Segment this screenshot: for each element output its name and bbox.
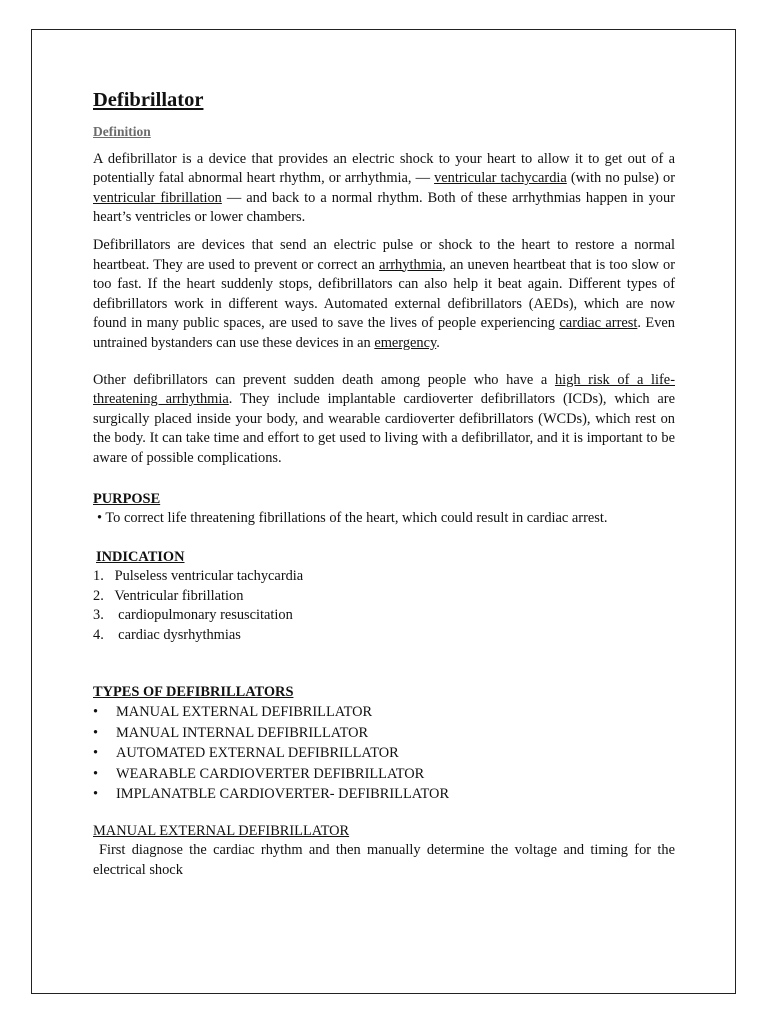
types-list-item <box>93 743 675 764</box>
para2-text-1: Defibrillators are devices that send an electric pulse or shock to the heart to restore a normal heartbeat. They are used to prevent or correct an <box>93 236 675 273</box>
types-list-item <box>93 702 675 723</box>
definition-paragraph-1 <box>93 150 675 228</box>
indication-list <box>93 567 675 645</box>
indication-item: 1. Pulseless ventricular tachycardia <box>93 568 304 585</box>
manual-external-text <box>93 841 675 880</box>
manual-external-description: First diagnose the cardiac rhythm and then manually determine the voltage and timing for the electrical shock <box>93 842 675 878</box>
types-item-label: MANUAL INTERNAL DEFIBRILLATOR <box>116 724 369 741</box>
types-list-item <box>93 764 675 785</box>
indication-item: 2. Ventricular fibrillation <box>93 587 244 604</box>
link-ventricular-fibrillation[interactable]: ventricular fibrillation <box>93 189 222 206</box>
bullet-icon: • <box>93 765 99 782</box>
definition-heading: Definition <box>93 124 151 139</box>
bullet-icon: • <box>93 704 99 721</box>
link-arrhythmia[interactable]: arrhythmia <box>379 256 443 273</box>
definition-paragraph-3 <box>93 371 675 469</box>
types-item-label: AUTOMATED EXTERNAL DEFIBRILLATOR <box>116 745 399 762</box>
bullet-icon: • <box>93 745 99 762</box>
para1-text-1: A defibrillator is a device that provides an electric shock to your heart to allow it to get out of a potentially fatal abnormal heart rhythm, or arrhythmia, — <box>93 150 675 187</box>
types-item-label: IMPLANATBLE CARDIOVERTER- DEFIBRILLATOR <box>116 786 450 803</box>
types-list-item <box>93 784 675 805</box>
para1-text-2: (with no pulse) or <box>566 170 675 187</box>
manual-external-heading: MANUAL EXTERNAL DEFIBRILLATOR <box>93 822 350 839</box>
purpose-heading: PURPOSE <box>93 490 161 507</box>
para2-text-3: . Even untrained bystanders can use these devices in an <box>93 315 675 351</box>
para1-text-3: — and back to a normal rhythm. Both of these arrhythmias happen in your heart’s ventricles or lower chambers. <box>93 189 675 226</box>
link-emergency[interactable]: emergency <box>374 334 437 351</box>
para2-text-4: . <box>436 334 440 351</box>
document-title: Defibrillator <box>93 89 204 111</box>
indication-item: 3. cardiopulmonary resuscitation <box>93 607 293 624</box>
document-body <box>93 86 675 881</box>
para3-text-1: Other defibrillators can prevent sudden death among people who have a <box>93 371 555 388</box>
link-ventricular-tachycardia[interactable]: ventricular tachycardia <box>434 170 567 187</box>
definition-paragraph-2 <box>93 236 675 354</box>
bullet-icon: • <box>93 724 99 741</box>
bullet-icon: • <box>93 786 99 803</box>
types-list-item <box>93 723 675 744</box>
link-cardiac-arrest[interactable]: cardiac arrest <box>559 315 638 332</box>
types-item-label: WEARABLE CARDIOVERTER DEFIBRILLATOR <box>116 765 425 782</box>
purpose-text: • To correct life threatening fibrillations of the heart, which could result in cardiac arrest. <box>97 510 608 527</box>
indication-heading: INDICATION <box>96 548 185 565</box>
para3-text-2: . They include implantable cardioverter defibrillators (ICDs), which are surgically placed inside your body, and wearable cardioverter defibrillators (WCDs), which rest on the body. It can take time and effort to get used to living with a defibrillator, and it is important to be aware of possible complications. <box>93 391 675 466</box>
types-list <box>93 702 675 805</box>
link-high-risk-arrhythmia[interactable]: high risk of a life-threatening arrhythmia <box>93 371 675 408</box>
types-item-label: MANUAL EXTERNAL DEFIBRILLATOR <box>116 704 373 721</box>
indication-item: 4. cardiac dysrhythmias <box>93 627 241 644</box>
para2-text-2: , an uneven heartbeat that is too slow or too fast. If the heart suddenly stops, defibrillators can also help it beat again. Different types of defibrillators work in different ways. Automated external defibrillators (AEDs), which are now found in many public spaces, are used to save the lives of people experiencing <box>93 256 675 332</box>
types-heading: TYPES OF DEFIBRILLATORS <box>93 683 294 700</box>
